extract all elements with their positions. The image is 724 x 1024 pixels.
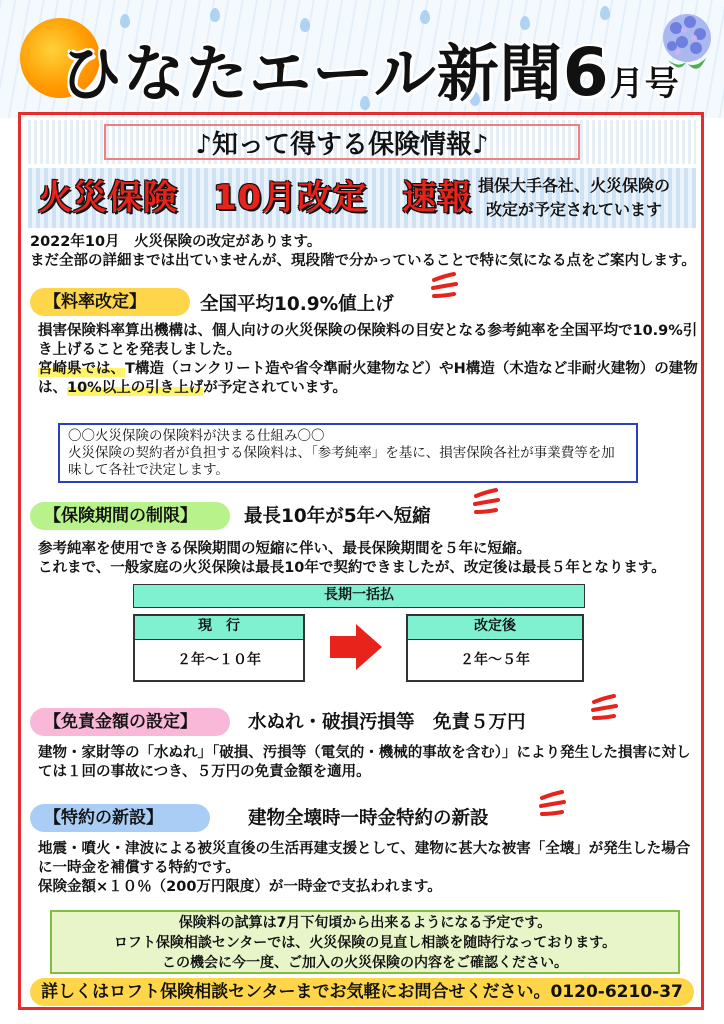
note-box: 〇〇火災保険の保険料が決まる仕組み〇〇 火災保険の契約者が負担する保険料は、「参考純率」を基に、損害保険各社が事業費等を加味して各社で決定します。 bbox=[58, 423, 638, 483]
arrow-right-icon bbox=[330, 624, 382, 670]
section-heading-rider: 建物全壊時一時金特約の新設 bbox=[248, 808, 489, 829]
after-box bbox=[406, 614, 584, 682]
after-label: 改定後 bbox=[408, 616, 582, 640]
notice-box: 保険料の試算は7月下旬頃から出来るようになる予定です。 ロフト保険相談センターでは、火災保険の見直し相談を随時行なっております。 この機会に今一度、ご加入の火災保険の内容をご確認ください。 bbox=[50, 910, 680, 974]
emphasis-mark-icon bbox=[590, 694, 618, 724]
raindrop-icon bbox=[210, 8, 220, 22]
section-label-rate: 【料率改定】 bbox=[30, 288, 190, 316]
current-value: ２年～１０年 bbox=[177, 652, 261, 668]
current-box bbox=[133, 614, 305, 682]
section-label-period: 【保険期間の制限】 bbox=[30, 502, 230, 530]
raindrop-icon bbox=[600, 6, 610, 20]
emphasis-mark-icon bbox=[472, 488, 500, 518]
section-heading-deductible: 水ぬれ・破損汚損等 免責５万円 bbox=[248, 712, 526, 733]
intro-text: 2022年10月 火災保険の改定があります。 まだ全部の詳細までは出ていませんが、現段階で分かっていることで特に気になる点をご案内します。 bbox=[30, 234, 696, 269]
contact-footer: 詳しくはロフト保険相談センターまでお気軽にお問合せください。0120-6210-37 bbox=[30, 978, 694, 1006]
raindrop-icon bbox=[420, 10, 430, 24]
banner-title: ♪知って得する保険情報♪ bbox=[104, 124, 580, 160]
emphasis-mark-icon bbox=[430, 272, 458, 302]
headline-title: 火災保険 10月改定 速報 bbox=[38, 178, 473, 218]
section-body-deductible: 建物・家財等の「水ぬれ」「破損、汚損等（電気的・機械的事故を含む）」により発生した損害に対しては１回の事故につき、５万円の免責金額を適用。 bbox=[38, 745, 691, 780]
section-body-period: 参考純率を使用できる保険期間の短縮に伴い、最長保険期間を５年に短縮。 これまで、一般家庭の火災保険は最長10年で契約できましたが、改定後は最長５年となります。 bbox=[38, 541, 666, 576]
table-header-lump-sum: 長期一括払 bbox=[133, 584, 585, 608]
headline-subtitle: 損保大手各社、火災保険の 改定が予定されています bbox=[477, 176, 670, 219]
section-body-rate: 損害保険料率算出機構は、個人向けの火災保険の保険料の目安となる参考純率を全国平均で10.9%引き上げることを発表しました。 宮崎県では、T構造（コンクリート造や省令準耐火建物など）やH構造（木造など非耐火建物）の建物は、10%以上の引き上げが予定されています。 bbox=[38, 323, 698, 396]
section-heading-rate: 全国平均10.9%値上げ bbox=[200, 294, 394, 315]
current-label: 現 行 bbox=[135, 616, 303, 640]
section-label-deductible: 【免責金額の設定】 bbox=[30, 708, 230, 736]
after-value: ２年～５年 bbox=[460, 652, 530, 668]
section-label-rider: 【特約の新設】 bbox=[30, 804, 210, 832]
section-body-rider: 地震・噴火・津波による被災直後の生活再建支援として、建物に甚大な被害「全壊」が発生した場合に一時金を補償する特約です。 保険金額×１０％（200万円限度）が一時金で支払われます。 bbox=[38, 841, 691, 895]
emphasis-mark-icon bbox=[538, 790, 566, 820]
newsletter-title: ひなたエール新聞6月号 bbox=[60, 34, 680, 111]
section-heading-period: 最長10年が5年へ短縮 bbox=[244, 506, 431, 527]
